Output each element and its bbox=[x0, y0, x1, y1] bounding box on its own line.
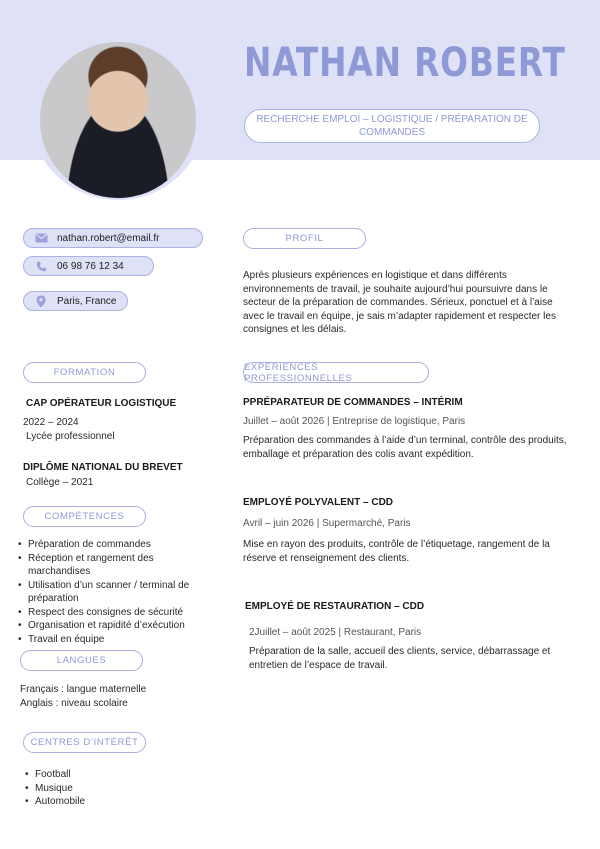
interests-section-title: CENTRES D’INTÉRÊT bbox=[23, 732, 146, 753]
experience-description: Préparation de la salle, accueil des clients, service, débarrassage et entretien de l’espace de travail. bbox=[249, 646, 551, 671]
job-target-text: RECHERCHE EMPLOI – LOGISTIQUE / PRÉPARATION DE COMMANDES bbox=[256, 114, 528, 138]
languages-section-title: LANGUES bbox=[20, 650, 143, 671]
experience-role: PPRÉPARATEUR DE COMMANDES – INTÉRIM bbox=[243, 397, 463, 408]
list-item: • Utilisation d’un scanner / terminal de préparation bbox=[18, 579, 203, 606]
profile-photo bbox=[40, 42, 196, 198]
email-text: nathan.robert@email.fr bbox=[57, 232, 160, 244]
envelope-icon bbox=[34, 231, 48, 245]
formation-degree: DIPLÔME NATIONAL DU BREVET bbox=[23, 462, 183, 473]
experience-role: EMPLOYÉ POLYVALENT – CDD bbox=[243, 497, 394, 508]
experience-meta: 2Juillet – août 2025 | Restaurant, Paris bbox=[249, 627, 422, 638]
list-item: • Préparation de commandes bbox=[18, 538, 203, 552]
skills-section-title: COMPÉTENCES bbox=[23, 506, 146, 527]
location-text: Paris, France bbox=[57, 295, 117, 307]
formation-degree: CAP OPÉRATEUR LOGISTIQUE bbox=[26, 398, 177, 409]
language-item: Français : langue maternelle bbox=[20, 684, 147, 695]
list-item: • Automobile bbox=[25, 795, 145, 809]
skills-list bbox=[18, 538, 203, 646]
formation-years: 2022 – 2024 bbox=[23, 417, 79, 428]
experience-description: Préparation des commandes à l’aide d’un terminal, contrôle des produits, emballage et préparation des colis avant expédition. bbox=[243, 435, 567, 460]
job-target-badge bbox=[244, 109, 540, 143]
experience-meta: Juillet – août 2026 | Entreprise de logistique, Paris bbox=[243, 416, 466, 427]
formation-school: Lycée professionnel bbox=[26, 431, 115, 442]
experience-section-title: EXPÉRIENCES PROFESSIONNELLES bbox=[243, 362, 429, 383]
phone-pill bbox=[23, 256, 154, 276]
experience-role: EMPLOYÉ DE RESTAURATION – CDD bbox=[245, 601, 425, 612]
profile-text: Après plusieurs expériences en logistique et dans différents environnements de travail, je souhaite aujourd’hui poursuivre dans le secteur de la préparation de commandes. Sérieux, ponctuel et à l’aise avec le travail en équipe, je sais m’adapter rapidement et respecter les consignes et les délais. bbox=[243, 270, 556, 335]
email-pill bbox=[23, 228, 203, 248]
language-item: Anglais : niveau scolaire bbox=[20, 698, 128, 709]
phone-text: 06 98 76 12 34 bbox=[57, 260, 124, 272]
profile-section-title: PROFIL bbox=[243, 228, 366, 249]
list-item: • Travail en équipe bbox=[18, 633, 203, 647]
formation-detail: Collège – 2021 bbox=[26, 477, 94, 488]
candidate-name: NATHAN ROBERT bbox=[244, 40, 566, 86]
location-pill bbox=[23, 291, 128, 311]
experience-meta: Avril – juin 2026 | Supermarché, Paris bbox=[243, 518, 411, 529]
list-item: • Football bbox=[25, 768, 145, 782]
location-pin-icon bbox=[34, 294, 48, 308]
experience-description: Mise en rayon des produits, contrôle de l’étiquetage, rangement de la réserve et renseignement des clients. bbox=[243, 539, 550, 564]
list-item: • Respect des consignes de sécurité bbox=[18, 606, 203, 620]
formation-section-title: FORMATION bbox=[23, 362, 146, 383]
list-item: • Réception et rangement des marchandises bbox=[18, 552, 203, 579]
interests-list bbox=[25, 768, 145, 809]
phone-icon bbox=[34, 259, 48, 273]
list-item: • Organisation et rapidité d’exécution bbox=[18, 619, 203, 633]
list-item: • Musique bbox=[25, 782, 145, 796]
